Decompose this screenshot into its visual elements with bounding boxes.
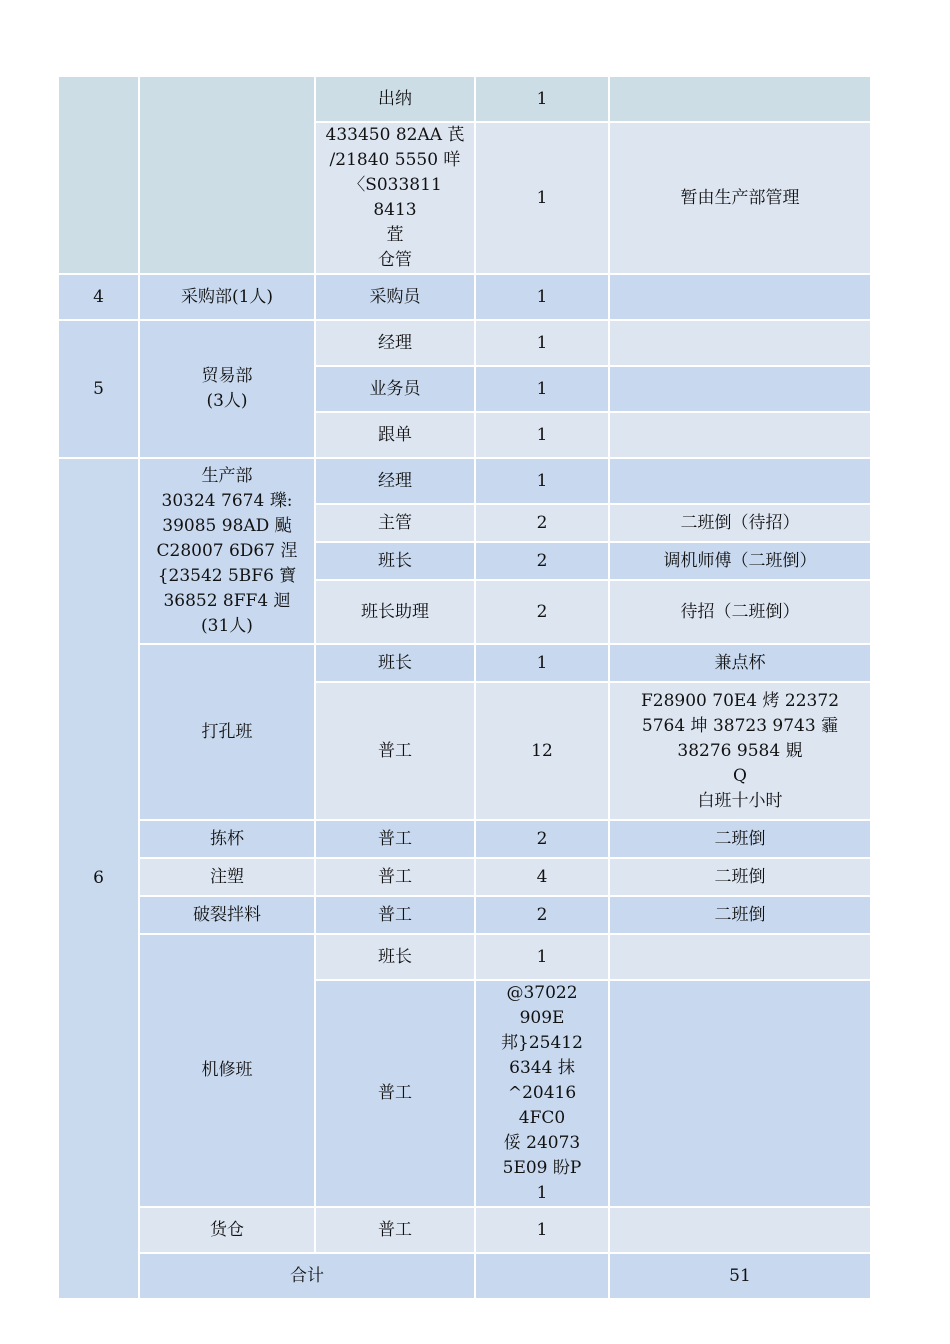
count-cell: 1 <box>475 320 609 366</box>
table-row <box>58 1207 871 1253</box>
note-cell: 二班倒 <box>609 820 871 858</box>
group-cell: 注塑 <box>139 858 315 896</box>
position-cell: 普工 <box>315 682 475 820</box>
position-line: 433450 82AA 芪 <box>325 125 465 145</box>
count-cell: 2 <box>475 896 609 934</box>
position-cell: 普工 <box>315 980 475 1207</box>
count-cell: 1 <box>475 934 609 980</box>
note-cell: 兼点杯 <box>609 644 871 682</box>
no-cell <box>58 76 139 274</box>
position-cell: 跟单 <box>315 412 475 458</box>
count-line: ^20416 4FC0 <box>507 1083 577 1128</box>
group-cell: 货仓 <box>139 1207 315 1253</box>
group-cell: 机修班 <box>139 934 315 1207</box>
count-line: 5E09 盼P <box>502 1158 582 1178</box>
dept-cell <box>139 320 315 458</box>
note-cell <box>609 682 871 820</box>
count-line: @37022 909E <box>506 983 578 1028</box>
position-cell: 班长助理 <box>315 580 475 644</box>
position-cell: 普工 <box>315 896 475 934</box>
note-cell: 二班倒（待招） <box>609 504 871 542</box>
count-line: 1 <box>536 1183 548 1203</box>
count-cell: 4 <box>475 858 609 896</box>
note-line: Q <box>733 765 747 786</box>
dept-line: (3人) <box>206 391 248 411</box>
dept-line: 生产部 <box>201 465 253 486</box>
position-line: 萓 <box>386 225 404 245</box>
position-line: 〈S033811 8413 <box>348 175 442 220</box>
count-cell: 1 <box>475 76 609 122</box>
dept-line: 36852 8FF4 迴 <box>163 590 291 611</box>
note-cell: 二班倒 <box>609 858 871 896</box>
table-row <box>58 76 871 122</box>
count-cell: 2 <box>475 504 609 542</box>
dept-line: 30324 7674 瓅: <box>161 490 293 511</box>
count-cell: 2 <box>475 580 609 644</box>
table-row <box>58 644 871 682</box>
note-cell: 二班倒 <box>609 896 871 934</box>
position-cell: 普工 <box>315 820 475 858</box>
position-cell: 经理 <box>315 320 475 366</box>
count-line: 6344 抹 <box>509 1058 575 1078</box>
table-row <box>58 934 871 980</box>
note-line: 38276 9584 覞 <box>677 740 803 761</box>
total-row <box>58 1253 871 1299</box>
dept-line: {23542 5BF6 寶 <box>157 565 297 586</box>
count-cell: 1 <box>475 122 609 274</box>
table-row <box>58 896 871 934</box>
position-cell <box>475 1253 609 1299</box>
dept-line: 贸易部 <box>201 366 253 386</box>
note-cell <box>609 320 871 366</box>
note-line: 白班十小时 <box>697 790 783 811</box>
dept-line: (31人) <box>201 615 253 636</box>
group-cell: 打孔班 <box>139 644 315 820</box>
count-cell: 1 <box>475 366 609 412</box>
no-cell: 6 <box>58 458 139 1299</box>
dept-line: C28007 6D67 涅 <box>156 540 298 561</box>
count-cell: 1 <box>475 274 609 320</box>
count-cell: 2 <box>475 820 609 858</box>
position-cell: 班长 <box>315 542 475 580</box>
note-cell <box>609 274 871 320</box>
total-label: 合计 <box>139 1253 475 1299</box>
count-cell <box>475 980 609 1207</box>
count-line: 邦}25412 <box>501 1033 583 1053</box>
position-cell: 普工 <box>315 858 475 896</box>
note-line: F28900 70E4 烤 22372 <box>640 690 840 711</box>
note-cell <box>609 366 871 412</box>
position-cell: 主管 <box>315 504 475 542</box>
note-cell <box>609 1207 871 1253</box>
group-cell: 破裂拌料 <box>139 896 315 934</box>
note-cell: 待招（二班倒） <box>609 580 871 644</box>
dept-cell <box>139 76 315 274</box>
table-row <box>58 274 871 320</box>
count-line: 俀 24073 <box>503 1133 581 1153</box>
dept-line: 39085 98AD 颭 <box>162 515 292 536</box>
note-cell <box>609 458 871 504</box>
count-cell: 12 <box>475 682 609 820</box>
position-line: /21840 5550 咩 <box>329 150 461 170</box>
position-cell: 采购员 <box>315 274 475 320</box>
position-cell: 经理 <box>315 458 475 504</box>
count-cell: 1 <box>475 458 609 504</box>
position-cell <box>315 122 475 274</box>
table-row <box>58 858 871 896</box>
dept-cell <box>139 458 315 644</box>
note-line: 5764 坤 38723 9743 霾 <box>641 715 839 736</box>
position-cell: 班长 <box>315 934 475 980</box>
position-line: 仓管 <box>378 250 412 270</box>
dept-cell: 采购部(1人) <box>139 274 315 320</box>
note-cell <box>609 76 871 122</box>
table-row <box>58 458 871 504</box>
note-cell <box>609 412 871 458</box>
table-row <box>58 320 871 366</box>
position-cell: 班长 <box>315 644 475 682</box>
group-cell: 拣杯 <box>139 820 315 858</box>
count-cell: 1 <box>475 644 609 682</box>
position-cell: 业务员 <box>315 366 475 412</box>
note-cell: 调机师傅（二班倒） <box>609 542 871 580</box>
position-cell: 普工 <box>315 1207 475 1253</box>
position-cell: 出纳 <box>315 76 475 122</box>
table-row <box>58 820 871 858</box>
no-cell: 5 <box>58 320 139 458</box>
staffing-table <box>57 75 872 1300</box>
note-cell <box>609 934 871 980</box>
count-cell: 1 <box>475 412 609 458</box>
note-cell: 暂由生产部管理 <box>609 122 871 274</box>
count-cell: 1 <box>475 1207 609 1253</box>
total-count: 51 <box>609 1253 871 1299</box>
note-cell <box>609 980 871 1207</box>
count-cell: 2 <box>475 542 609 580</box>
no-cell: 4 <box>58 274 139 320</box>
